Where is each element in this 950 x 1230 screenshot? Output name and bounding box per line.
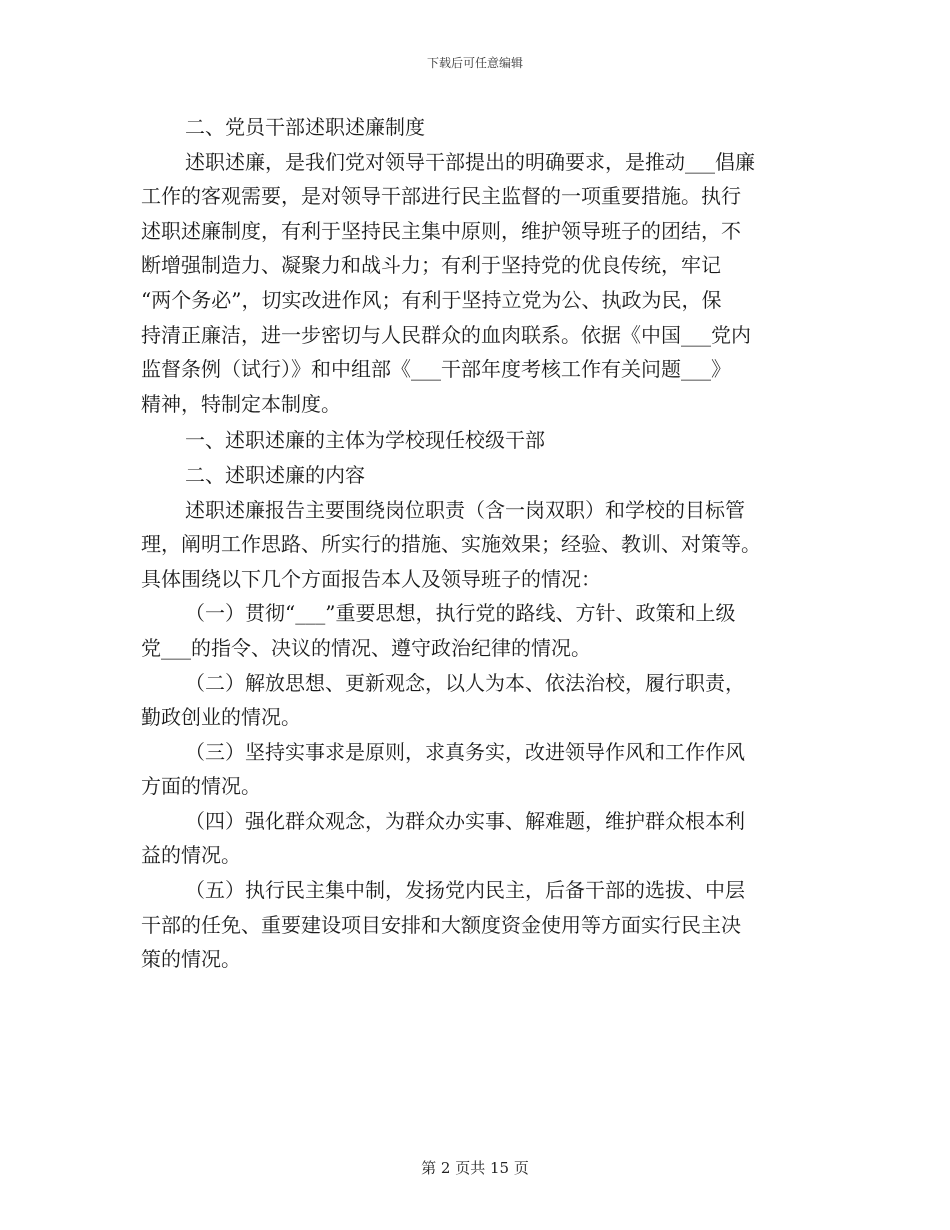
paragraph-line: 具体围绕以下几个方面报告本人及领导班子的情况： [141,566,601,591]
paragraph-line: 述职述廉报告主要围绕岗位职责（含一岗双职）和学校的目标管 [185,497,745,522]
paragraph-line: “两个务必”，切实改进作风；有利于坚持立党为公、执政为民，保 [141,287,722,312]
list-item-line: （二）解放思想、更新观念，以人为本、依法治校，履行职责， [185,670,745,695]
paragraph-line: 精神，特制定本制度。 [141,391,341,416]
page-number-footer: 第 2 页共 15 页 [421,1159,529,1177]
list-item-line: （一）贯彻“___”重要思想，执行党的路线、方针、政策和上级 [185,601,736,626]
list-item-line: 方面的情况。 [141,774,261,799]
paragraph-line: 理，阐明工作思路、所实行的措施、实施效果；经验、教训、对策等。 [141,532,761,557]
document-body [141,110,811,977]
list-item-line: 勤政创业的情况。 [141,705,301,730]
paragraph-line: 工作的客观需要，是对领导干部进行民主监督的一项重要措施。执行 [141,184,741,209]
paragraph-line: 断增强制造力、凝聚力和战斗力；有利于坚持党的优良传统，牢记 [141,253,721,278]
paragraph-line: 监督条例（试行）》和中组部《___干部年度考核工作有关问题___》 [141,357,731,382]
section-heading: 二、述职述廉的内容 [185,462,365,487]
paragraph-line: 述职述廉制度，有利于坚持民主集中原则，维护领导班子的团结，不 [141,218,741,243]
list-item-line: 益的情况。 [141,843,241,868]
paragraph-line: 持清正廉洁，进一步密切与人民群众的血肉联系。依据《中国___党内 [141,322,751,347]
list-item-line: 策的情况。 [141,947,241,972]
list-item-line: （三）坚持实事求是原则，求真务实，改进领导作风和工作作风 [185,739,745,764]
list-item-line: 党___的指令、决议的情况、遵守政治纪律的情况。 [141,635,591,660]
list-item-line: （五）执行民主集中制，发扬党内民主，后备干部的选拔、中层 [185,878,745,903]
paragraph-line: 述职述廉，是我们党对领导干部提出的明确要求，是推动___倡廉 [185,149,755,174]
section-heading: 二、党员干部述职述廉制度 [185,115,425,139]
section-heading: 一、述职述廉的主体为学校现任校级干部 [185,428,545,453]
list-item-line: 干部的任免、重要建设项目安排和大额度资金使用等方面实行民主决 [141,912,741,937]
header-note: 下载后可任意编辑 [426,56,523,70]
list-item-line: （四）强化群众观念，为群众办实事、解难题，维护群众根本利 [185,808,745,833]
